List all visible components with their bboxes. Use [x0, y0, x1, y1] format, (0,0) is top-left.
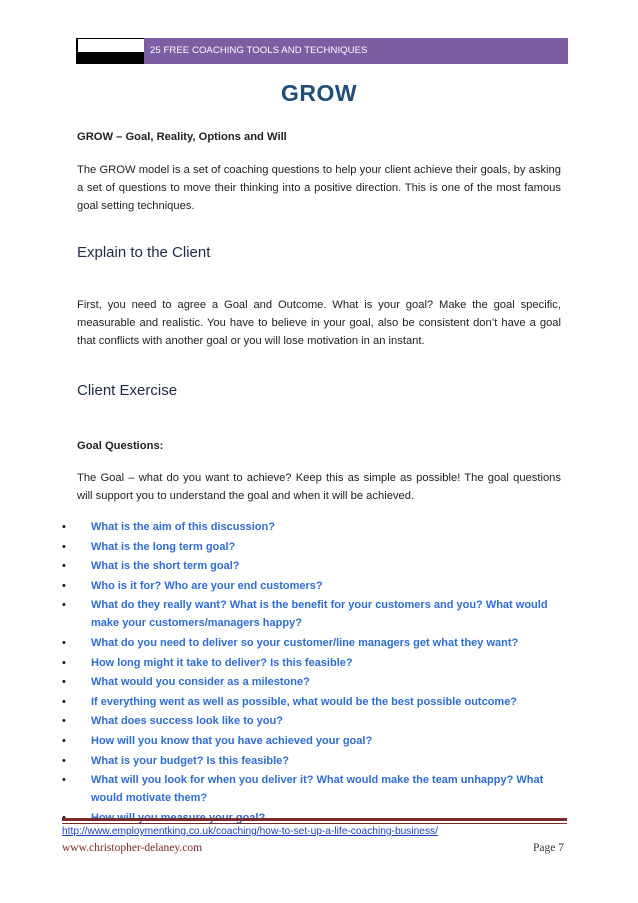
header-white-notch [78, 39, 144, 52]
list-item [62, 693, 562, 711]
question-text: What do they really want? What is the benefit for your customers and you? What would make your customers/managers happy? [91, 599, 548, 630]
list-item [62, 771, 562, 807]
question-text: What is your budget? Is this feasible? [91, 754, 290, 767]
intro-paragraph: The GROW model is a set of coaching questions to help your client achieve their goals, by asking a set of questions to move their thinking into a positive direction. This is one of the most famous goal setting techniques. [77, 164, 561, 212]
bullet-icon: • [62, 715, 66, 728]
question-text: What does success look like to you? [91, 715, 283, 728]
bullet-icon: • [62, 521, 66, 533]
list-item [62, 752, 562, 770]
bullet-icon: • [62, 560, 66, 573]
question-text: What is the aim of this discussion? [91, 521, 275, 533]
question-text: If everything went as well as possible, what would be the best possible outcome? [91, 695, 518, 708]
list-item [62, 577, 562, 595]
list-item [62, 654, 562, 672]
list-item [62, 538, 562, 556]
footer-url-link[interactable]: http://www.employmentking.co.uk/coaching/how-to-set-up-a-life-coaching-business/ [62, 826, 438, 837]
section-heading-exercise: Client Exercise [77, 382, 178, 399]
header-band-text: 25 FREE COACHING TOOLS AND TECHNIQUES [150, 45, 368, 56]
goal-questions-heading: Goal Questions: [77, 440, 164, 452]
bullet-icon: • [62, 656, 66, 669]
list-item [62, 518, 562, 536]
header-band [144, 38, 568, 64]
footer-divider [62, 818, 567, 821]
bullet-icon: • [62, 774, 66, 787]
list-item [62, 673, 562, 691]
list-item [62, 596, 562, 632]
bullet-icon: • [62, 636, 66, 649]
question-text: Who is it for? Who are your end customers? [91, 579, 323, 592]
bullet-icon: • [62, 599, 66, 612]
list-item [62, 732, 562, 750]
question-text: What will you look for when you deliver it? What would make the team unhappy? What would motivate them? [91, 774, 544, 805]
page-title: GROW [280, 80, 358, 106]
section-heading-explain: Explain to the Client [77, 244, 211, 261]
footer-divider-thin [62, 823, 567, 824]
bullet-icon: • [62, 676, 66, 689]
bullet-icon: • [62, 579, 66, 592]
footer-site: www.christopher-delaney.com [62, 842, 203, 854]
goal-paragraph: The Goal – what do you want to achieve? Keep this as simple as possible! The goal questions will support you to understand the goal and when it will be achieved. [77, 472, 561, 502]
question-text: What is the short term goal? [91, 560, 240, 573]
questions-list [62, 518, 562, 828]
bullet-icon: • [62, 734, 66, 747]
bullet-icon: • [62, 695, 66, 708]
question-text: How will you know that you have achieved your goal? [91, 734, 373, 747]
bullet-icon: • [62, 540, 66, 553]
subtitle: GROW – Goal, Reality, Options and Will [77, 131, 287, 143]
explain-paragraph: First, you need to agree a Goal and Outcome. What is your goal? Make the goal specific, measurable and realistic. You have to believe in your goal, also be consistent don’t have a goal that conflicts with another goal or you will lose motivation in an instant. [77, 299, 561, 347]
question-text: How long might it take to deliver? Is this feasible? [91, 656, 353, 669]
list-item [62, 712, 562, 730]
list-item [62, 557, 562, 575]
question-text: What would you consider as a milestone? [91, 676, 310, 689]
bullet-icon: • [62, 754, 66, 767]
list-item [62, 634, 562, 652]
page-number: Page 7 [533, 842, 564, 854]
question-text: What is the long term goal? [91, 540, 236, 553]
question-text: What do you need to deliver so your customer/line managers get what they want? [91, 636, 519, 649]
